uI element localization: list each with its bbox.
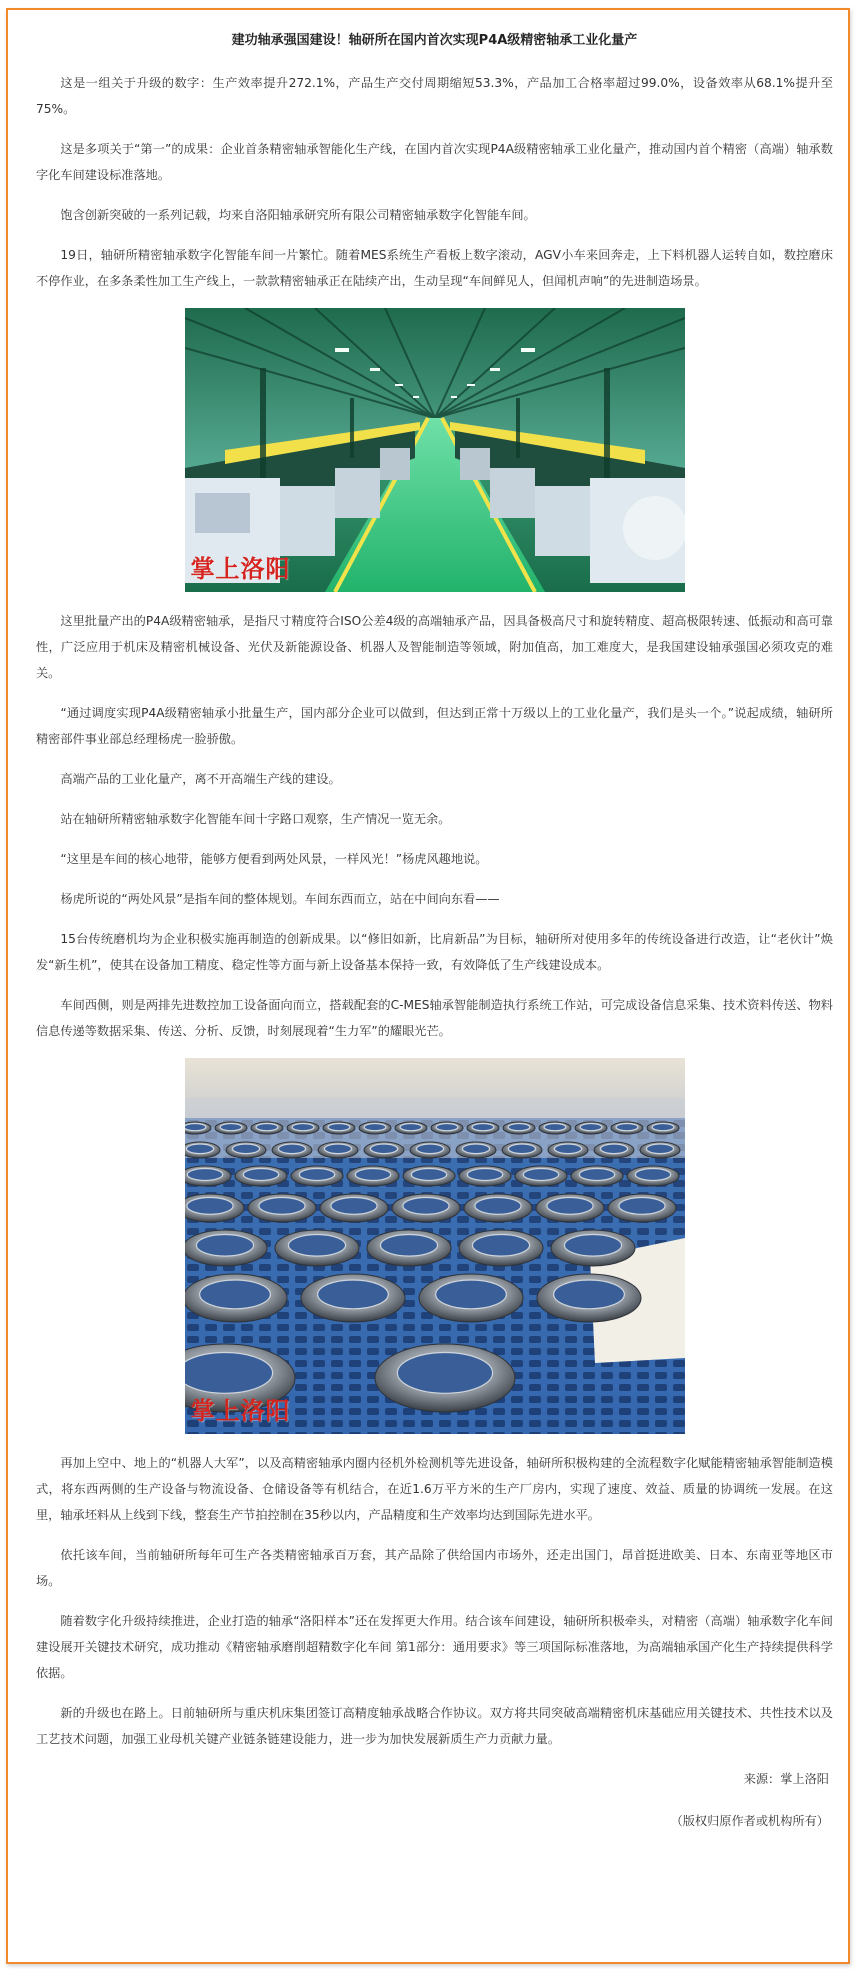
bearing-ring-bore bbox=[508, 1144, 535, 1154]
bearing-rings-image bbox=[185, 1058, 685, 1434]
bearing-ring-bore bbox=[232, 1144, 259, 1154]
bearing-ring-bore bbox=[579, 1169, 614, 1181]
bearing-ring-bore bbox=[553, 1280, 624, 1309]
bearing-ring-bore bbox=[328, 1124, 350, 1131]
bearing-ring-bore bbox=[580, 1124, 602, 1131]
bearing-ring-bore bbox=[462, 1144, 489, 1154]
bearing-ring-bore bbox=[196, 1235, 253, 1257]
bearing-ring-bore bbox=[652, 1124, 674, 1131]
paragraph: “这里是车间的核心地带，能够方便看到两处风景，一样风光！”杨虎风趣地说。 bbox=[60, 852, 488, 866]
paragraph: 站在轴研所精密轴承数字化智能车间十字路口观察，生产情况一览无余。 bbox=[60, 812, 451, 826]
watermark-logo: 掌上洛阳 bbox=[190, 1396, 291, 1425]
bearing-ring-bore bbox=[317, 1280, 388, 1309]
bearing-ring-bore bbox=[199, 1280, 270, 1309]
article-title: 建功轴承强国建设！轴研所在国内首次实现P4A级精密轴承工业化量产 bbox=[231, 33, 638, 48]
bearing-ring-bore bbox=[646, 1144, 673, 1154]
paragraph: 随着数字化升级持续推进，企业打造的轴承“洛阳样本”还在发挥更大作用。结合该车间建设，轴研所积极牵头，对精密（高端）轴承数字化车间建设展开关键技术研究，成功推动《精密轴承磨削超精数字化车间 第1部分：通用要求》等三项国际标准落地，为高端轴承国产化生产持续提供科学依据。 bbox=[36, 1614, 833, 1680]
bearing-ring-bore bbox=[472, 1235, 529, 1257]
bearing-ring-bore bbox=[186, 1144, 213, 1154]
bearing-ring-bore bbox=[554, 1144, 581, 1154]
paragraph: 车间西侧，则是两排先进数控加工设备面向而立，搭载配套的C-MES轴承智能制造执行系统工作站，可完成设备信息采集、技术资料传送、物料信息传递等数据采集、传送、分析、反馈，时刻展现着“生力军”的耀眼光芒。 bbox=[36, 998, 833, 1038]
bearing-ring-bore bbox=[243, 1169, 278, 1181]
bearing-ring-bore bbox=[564, 1235, 621, 1257]
paragraph: 15台传统磨机均为企业积极实施再制造的创新成果。以“修旧如新，比肩新品”为目标，轴研所对使用多年的传统设备进行改造，让“老伙计”焕发“新生机”，使其在设备加工精度、稳定性等方面与新上设备基本保持一致，有效降低了生产线建设成本。 bbox=[36, 932, 833, 972]
paragraph: 这是一组关于升级的数字：生产效率提升272.1%，产品生产交付周期缩短53.3%，产品加工合格率超过99.0%，设备效率从68.1%提升至75%。 bbox=[36, 76, 833, 116]
bearing-ring-bore bbox=[256, 1124, 278, 1131]
article-frame bbox=[6, 8, 850, 1964]
bearing-ring-bore bbox=[546, 1198, 592, 1215]
bearing-ring-bore bbox=[258, 1198, 304, 1215]
watermark-logo: 掌上洛阳 bbox=[190, 554, 291, 583]
paragraph: 新的升级也在路上。日前轴研所与重庆机床集团签订高精度轴承战略合作协议。双方将共同突破高端精密机床基础应用关键技术、共性技术以及工艺技术问题，加强工业母机关键产业链条链建设能力，进一步为加快发展新质生产力贡献力量。 bbox=[36, 1706, 833, 1746]
bearing-ring-bore bbox=[187, 1169, 222, 1181]
bearing-ring-bore bbox=[508, 1124, 530, 1131]
bearing-photo bbox=[185, 1058, 685, 1434]
bearing-ring-bore bbox=[186, 1198, 232, 1215]
bearing-ring-bore bbox=[330, 1198, 376, 1215]
bearing-ring-bore bbox=[278, 1144, 305, 1154]
copyright-note: （版权归原作者或机构所有） bbox=[670, 1814, 829, 1828]
bearing-ring-bore bbox=[185, 1353, 273, 1394]
bearing-ring-bore bbox=[397, 1353, 492, 1394]
paragraph: 依托该车间，当前轴研所每年可生产各类精密轴承百万套，其产品除了供给国内市场外，还走出国门，昂首挺进欧美、日本、东南亚等地区市场。 bbox=[36, 1548, 833, 1588]
bearing-ring-bore bbox=[299, 1169, 334, 1181]
bearing-ring-bore bbox=[400, 1124, 422, 1131]
bearing-ring-bore bbox=[411, 1169, 446, 1181]
bearing-ring-bore bbox=[474, 1198, 520, 1215]
bearing-ring-bore bbox=[635, 1169, 670, 1181]
bearing-ring-bore bbox=[324, 1144, 351, 1154]
paragraph: 饱含创新突破的一系列记载，均来自洛阳轴承研究所有限公司精密轴承数字化智能车间。 bbox=[60, 208, 536, 222]
bearing-ring-bore bbox=[380, 1235, 437, 1257]
bearing-ring-bore bbox=[220, 1124, 242, 1131]
bearing-ring-bore bbox=[435, 1280, 506, 1309]
article-source: 来源：掌上洛阳 bbox=[743, 1772, 829, 1786]
paragraph: “通过调度实现P4A级精密轴承小批量生产，国内部分企业可以做到，但达到正常十万级以上的工业化量产，我们是头一个。”说起成绩，轴研所精密部件事业部总经理杨虎一脸骄傲。 bbox=[36, 706, 833, 746]
bearing-ring-bore bbox=[355, 1169, 390, 1181]
bearing-ring-bore bbox=[523, 1169, 558, 1181]
paragraph: 这里批量产出的P4A级精密轴承，是指尺寸精度符合ISO公差4级的高端轴承产品，因具备极高尺寸和旋转精度、超高极限转速、低振动和高可靠性，广泛应用于机床及精密机械设备、光伏及新能源设备、机器人及智能制造等领域，附加值高，加工难度大，是我国建设轴承强国必须攻克的难关。 bbox=[36, 614, 833, 680]
bearing-ring-bore bbox=[472, 1124, 494, 1131]
bearing-ring-bore bbox=[292, 1124, 314, 1131]
bearing-ring-bore bbox=[288, 1235, 345, 1257]
bearing-ring-bore bbox=[402, 1198, 448, 1215]
bearing-ring-bore bbox=[370, 1144, 397, 1154]
paragraph: 杨虎所说的“两处风景”是指车间的整体规划。车间东西而立，站在中间向东看—— bbox=[60, 892, 500, 906]
bearing-ring-bore bbox=[436, 1124, 458, 1131]
bearing-ring-bore bbox=[467, 1169, 502, 1181]
bearing-ring-bore bbox=[544, 1124, 566, 1131]
paragraph: 高端产品的工业化量产，离不开高端生产线的建设。 bbox=[60, 772, 341, 786]
paragraph: 这是多项关于“第一”的成果：企业首条精密轴承智能化生产线，在国内首次实现P4A级精密轴承工业化量产，推动国内首个精密（高端）轴承数字化车间建设标准落地。 bbox=[36, 142, 833, 182]
paragraph: 再加上空中、地上的“机器人大军”，以及高精密轴承内圈内径机外检测机等先进设备，轴研所积极构建的全流程数字化赋能精密轴承智能制造模式，将东西两侧的生产设备与物流设备、仓储设备等有机结合，在近1.6万平方米的生产厂房内，实现了速度、效益、质量的协调统一发展。在这里，轴承坯料从上线到下线，整套生产节拍控制在35秒以内，产品精度和生产效率均达到国际先进水平。 bbox=[36, 1456, 833, 1522]
bearing-ring-bore bbox=[618, 1198, 664, 1215]
bearing-ring-bore bbox=[600, 1144, 627, 1154]
bearing-ring-bore bbox=[416, 1144, 443, 1154]
factory-photo bbox=[185, 308, 685, 592]
bearing-ring-bore bbox=[616, 1124, 638, 1131]
article-content bbox=[36, 24, 833, 1834]
paragraph: 19日，轴研所精密轴承数字化智能车间一片繁忙。随着MES系统生产看板上数字滚动，AGV小车来回奔走，上下料机器人运转自如，数控磨床不停作业，在多条柔性加工生产线上，一款款精密轴承正在陆续产出，生动呈现“车间鲜见人，但闻机声响”的先进制造场景。 bbox=[36, 248, 833, 288]
bearing-ring-bore bbox=[364, 1124, 386, 1131]
bearing-ring-bore bbox=[185, 1124, 206, 1131]
